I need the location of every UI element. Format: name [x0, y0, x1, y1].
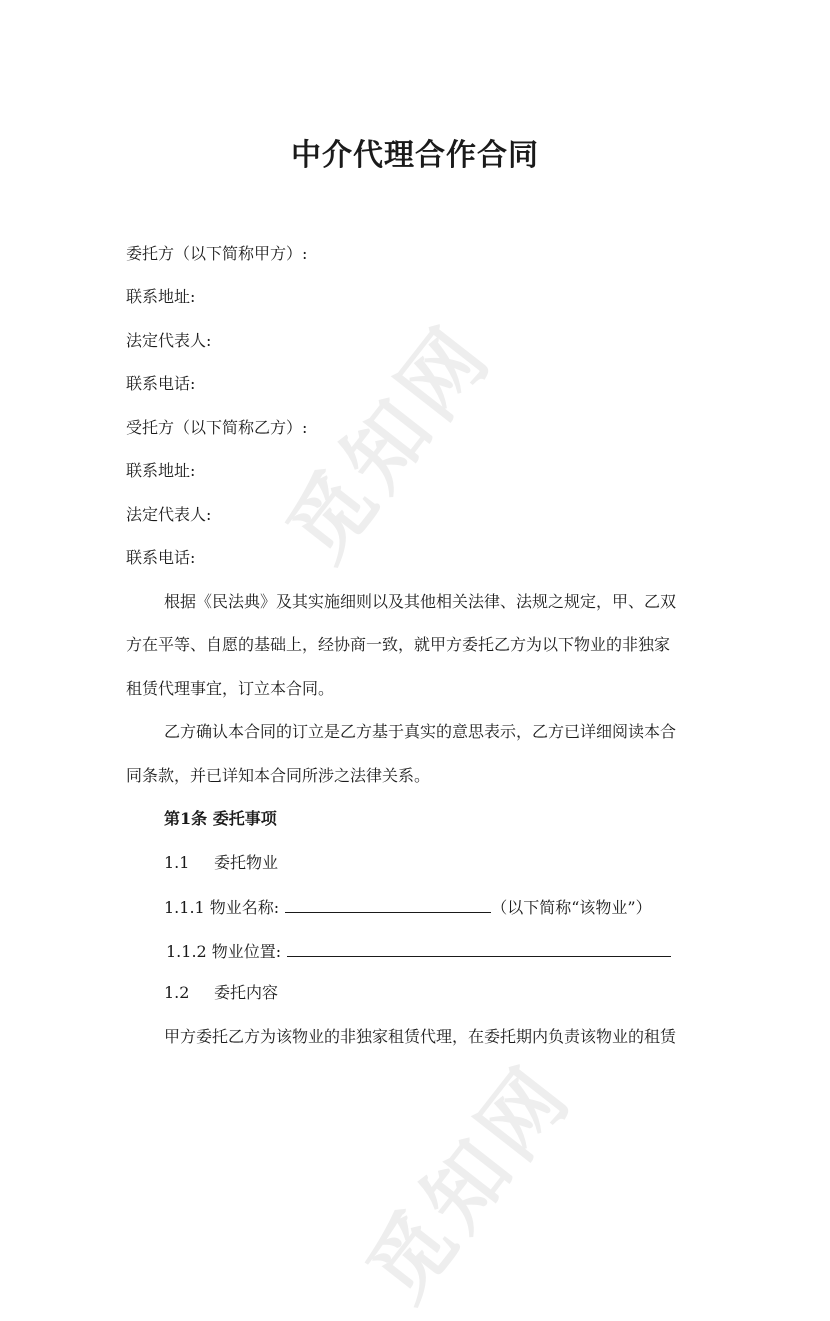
confirmation-line-1: 乙方确认本合同的订立是乙方基于真实的意思表示，乙方已详细阅读本合: [164, 722, 677, 741]
client-phone: 联系电话:: [126, 374, 196, 393]
section-title: 委托内容: [214, 983, 279, 1002]
watermark: 觅知网: [269, 307, 512, 579]
agent-party: 受托方（以下简称乙方）:: [126, 418, 308, 437]
article-1-heading: 第1条 委托事项: [164, 809, 277, 828]
property-name-label: 1.1.1 物业名称:: [164, 898, 280, 917]
agent-representative: 法定代表人:: [126, 505, 212, 524]
preamble-line-3: 租赁代理事宜，订立本合同。: [126, 679, 335, 698]
client-party: 委托方（以下简称甲方）:: [126, 244, 308, 263]
property-name-suffix: （以下简称“该物业”）: [491, 898, 652, 917]
section-number: 1.1: [164, 853, 190, 872]
property-location-blank[interactable]: [287, 940, 671, 957]
preamble-line-2: 方在平等、自愿的基础上，经协商一致，就甲方委托乙方为以下物业的非独家: [126, 635, 671, 654]
contract-title: 中介代理合作合同: [291, 138, 539, 173]
agent-phone: 联系电话:: [126, 548, 196, 567]
watermark-bottom: 觅知网: [349, 1047, 592, 1319]
client-representative: 法定代表人:: [126, 331, 212, 350]
section-1-1-2: [166, 940, 671, 962]
confirmation-line-2: 同条款，并已详知本合同所涉之法律关系。: [126, 766, 431, 785]
section-1-2-text: 甲方委托乙方为该物业的非独家租赁代理，在委托期内负责该物业的租赁: [164, 1027, 677, 1046]
section-1-2: [164, 983, 278, 1003]
property-name-blank[interactable]: [285, 896, 491, 913]
property-location-label: 1.1.2 物业位置:: [166, 942, 282, 961]
agent-address: 联系地址:: [126, 461, 196, 480]
section-1-1: [164, 853, 278, 873]
section-1-1-1: [164, 896, 652, 918]
section-title: 委托物业: [214, 853, 279, 872]
section-number: 1.2: [164, 983, 190, 1002]
client-address: 联系地址:: [126, 287, 196, 306]
preamble-line-1: 根据《民法典》及其实施细则以及其他相关法律、法规之规定，甲、乙双: [164, 592, 677, 611]
